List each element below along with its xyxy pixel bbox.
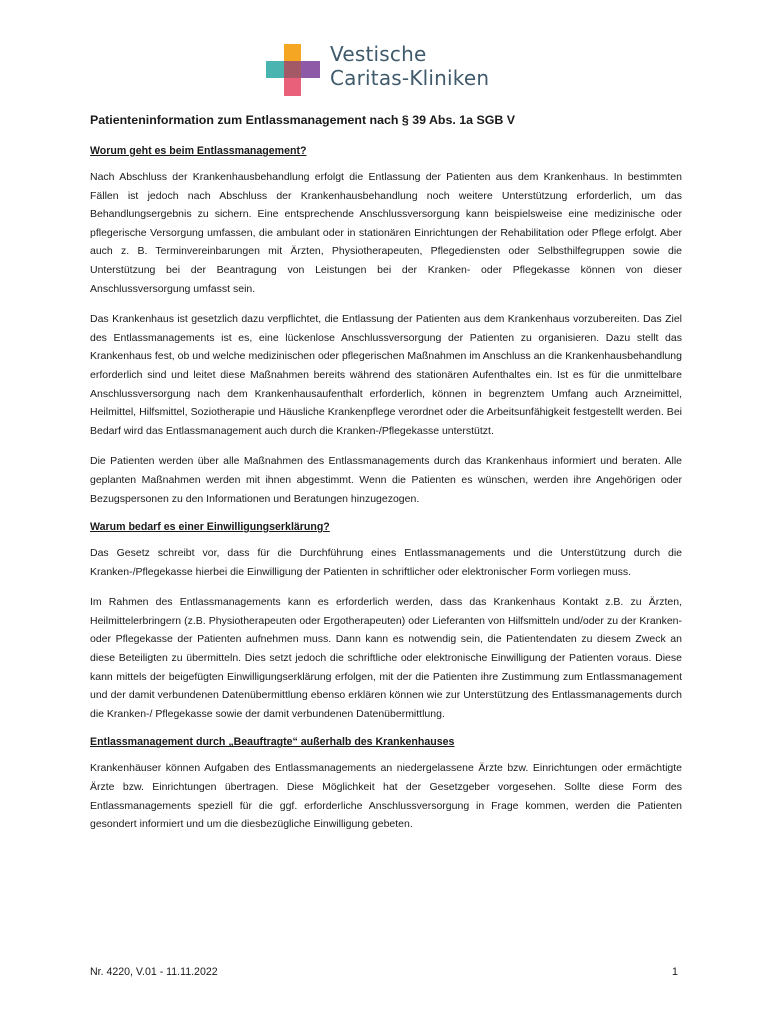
section-heading: Worum geht es beim Entlassmanagement? [90,145,307,157]
logo-line-2: Caritas-Kliniken [330,66,490,90]
logo-line-1: Vestische [330,42,427,66]
cross-logo-icon [266,44,320,96]
document-number: Nr. 4220, V.01 - 11.11.2022 [90,966,218,978]
section-heading: Warum bedarf es einer Einwilligungserklärung? [90,521,330,534]
page-number: 1 [672,966,678,978]
section-2 [90,520,682,723]
paragraph: Krankenhäuser können Aufgaben des Entlassmanagements an niedergelassene Ärzte bzw. Einrichtungen oder ermächtigte Ärzte bzw. Einrichtungen übertragen. Diese Möglichkeit hat der Gesetzgeber vorgesehen. Sollte diese Form des Entlassmanagements speziell für die ggf. erforderliche Anschlussversorgung in Frage kommen, werden die Patienten gesondert informiert und um die diesbezügliche Einwilligung gebeten. [90,762,682,831]
paragraph: Die Patienten werden über alle Maßnahmen des Entlassmanagements durch das Krankenhaus informiert und beraten. Alle geplanten Maßnahmen werden mit ihnen abgestimmt. Wenn die Patienten es wünschen, werden ihre Angehörigen oder Bezugspersonen zu den Informationen und Beratungen hinzugezogen. [90,455,682,505]
section-heading: Entlassmanagement durch „Beauftragte“ außerhalb des Krankenhauses [90,736,455,749]
section-1 [90,144,682,508]
document-body [90,112,682,846]
paragraph: Im Rahmen des Entlassmanagements kann es erforderlich werden, dass das Krankenhaus Kontakt z.B. zu Ärzten, Heilmittelerbringern (z.B. Physiotherapeuten oder Ergotherapeuten) oder Lieferanten von Hilfsmitteln und/oder zu der Kranken- oder Pflegekasse der Patienten aufnehmen muss. Dann kann es notwendig sein, die Patientendaten zu diesem Zweck an diese Beteiligten zu übermitteln. Dies setzt jedoch die schriftliche oder elektronische Einwilligung der Patienten voraus. Diese kann mittels der beigefügten Einwilligungserklärung erfolgen, mit der die Patienten ihre Zustimmung zum Entlassmanagement und der damit verbundenen Datenübermittlung ebenso erklären können wie zur Unterstützung des Entlassmanagements durch die Kranken-/ Pflegekasse sowie der damit verbundenen Datenübermittlung. [90,596,682,720]
paragraph: Nach Abschluss der Krankenhausbehandlung erfolgt die Entlassung der Patienten aus dem Krankenhaus. In bestimmten Fällen ist jedoch nach Abschluss der Krankenhausbehandlung noch weitere Unterstützung erforderlich, um das Behandlungsergebnis zu sichern. Eine entsprechende Anschlussversorgung kann beispielsweise eine medizinische oder pflegerische Versorgung umfassen, die ambulant oder in stationären Einrichtungen der Rehabilitation oder Pflege erfolgt. Aber auch z. B. Terminvereinbarungen mit Ärzten, Physiotherapeuten, Pflegediensten oder Selbsthilfegruppen sowie die Unterstützung bei der Beantragung von Leistungen bei der Kranken- oder Pflegekasse können von dieser Anschlussversorgung umfasst sein. [90,171,682,295]
paragraph: Das Gesetz schreibt vor, dass für die Durchführung eines Entlassmanagements und die Unterstützung durch die Kranken-/Pflegekasse hierbei die Einwilligung der Patienten in schriftlicher oder elektronischer Form vorliegen muss. [90,547,682,578]
document-title: Patienteninformation zum Entlassmanagement nach § 39 Abs. 1a SGB V [90,113,516,127]
logo-wordmark [330,42,489,90]
section-3 [90,735,682,833]
paragraph: Das Krankenhaus ist gesetzlich dazu verpflichtet, die Entlassung der Patienten aus dem Krankenhaus vorzubereiten. Das Ziel des Entlassmanagements ist es, eine lückenlose Anschlussversorgung der Patienten zu organisieren. Dazu stellt das Krankenhaus fest, ob und welche medizinischen oder pflegerischen Maßnahmen im Anschluss an die Krankenhausbehandlung erforderlich sind und leitet diese Maßnahmen bereits während des stationären Aufenthaltes ein. Ist es für die unmittelbare Anschlussversorgung nach dem Krankenhausaufenthalt erforderlich, können in begrenztem Umfang auch Arzneimittel, Heilmittel, Hilfsmittel, Soziotherapie und Häusliche Krankenpflege verordnet oder die Arbeitsunfähigkeit festgestellt werden. Bei Bedarf wird das Entlassmanagement auch durch die Kranken-/Pflegekasse unterstützt. [90,313,682,437]
clinic-logo [266,42,516,98]
